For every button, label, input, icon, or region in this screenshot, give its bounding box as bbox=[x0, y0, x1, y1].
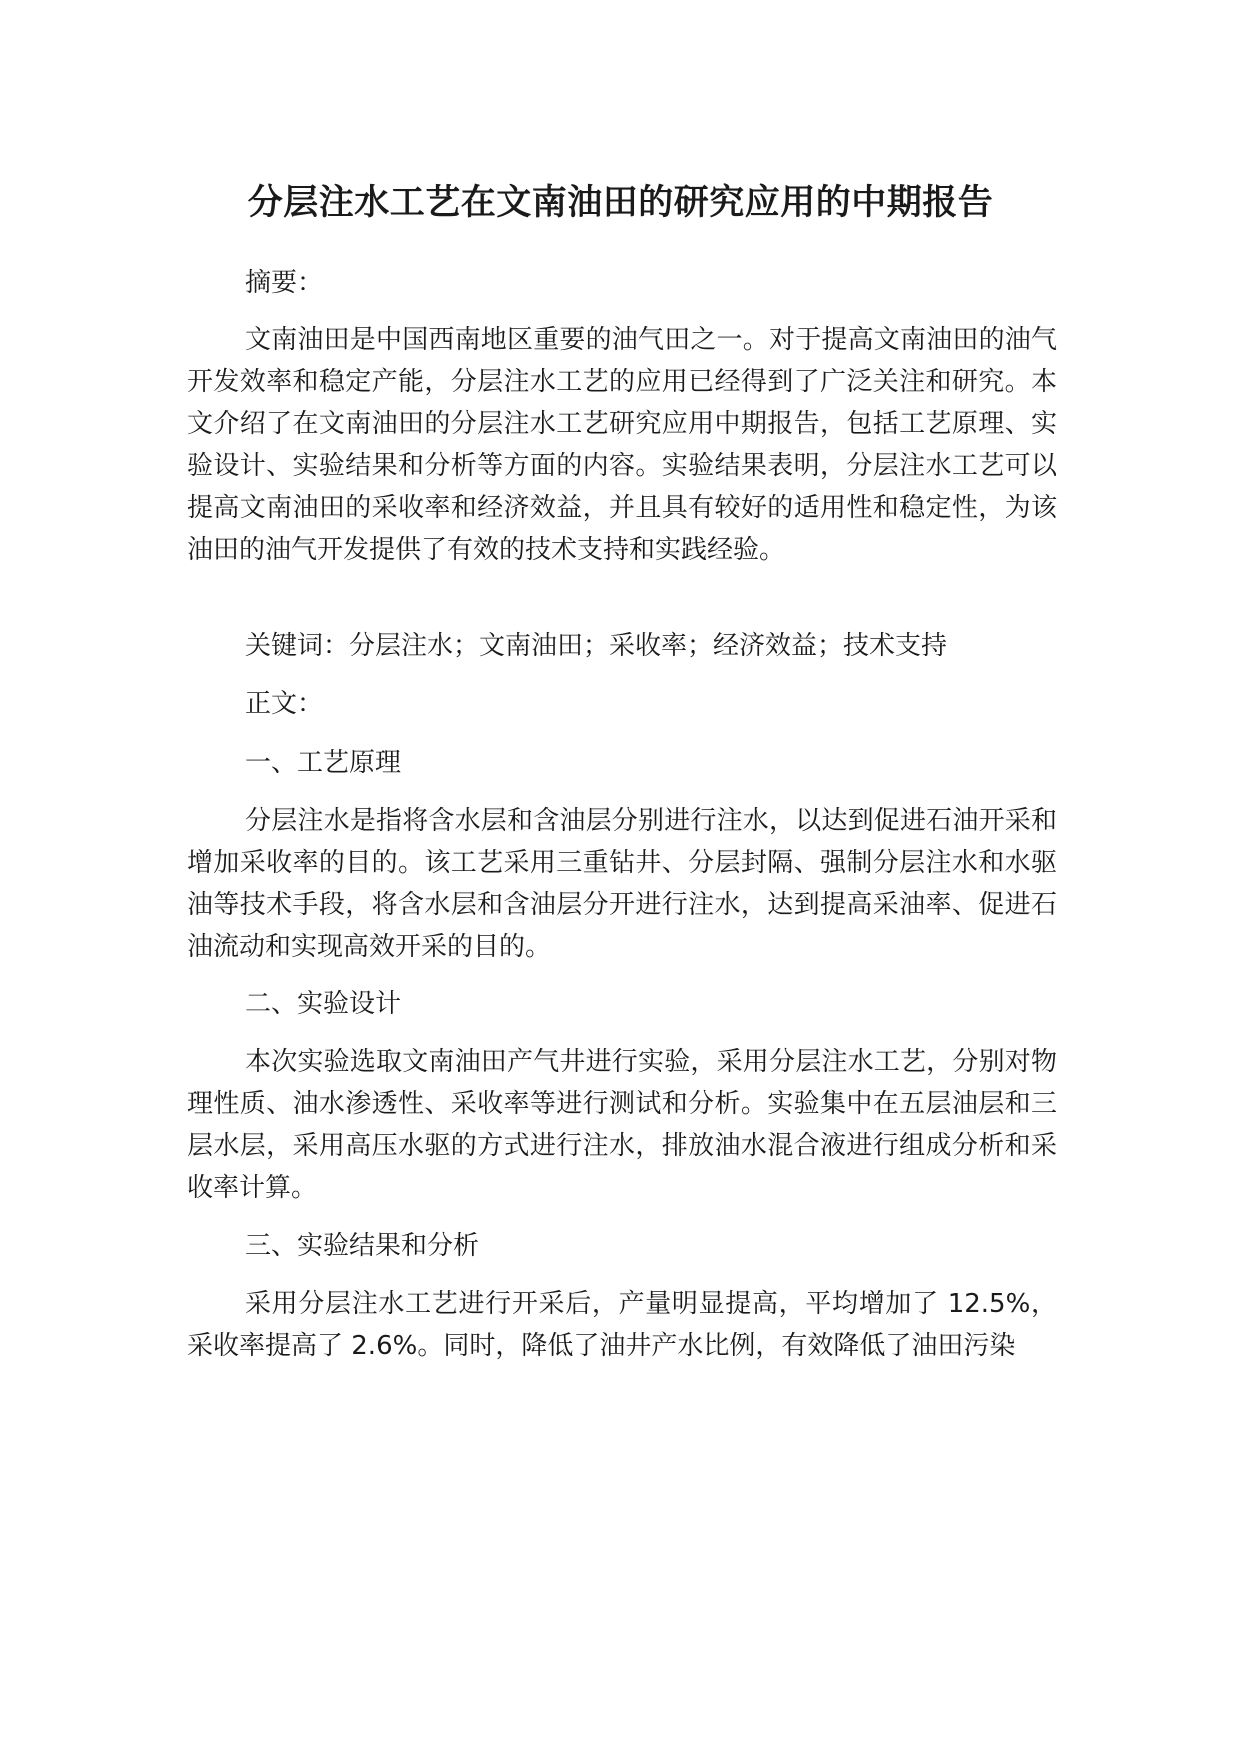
document-title: 分层注水工艺在文南油田的研究应用的中期报告 bbox=[247, 183, 994, 223]
abstract-label: 摘要： bbox=[245, 268, 324, 298]
section-heading-design: 二、实验设计 bbox=[245, 989, 402, 1019]
section-body-results: 采用分层注水工艺进行开采后，产量明显提高，平均增加了 12.5%，采收率提高了 2.6%。同时，降低了油井产水比例，有效降低了油田污染 bbox=[187, 1289, 1057, 1361]
section-body-principle: 分层注水是指将含水层和含油层分别进行注水，以达到促进石油开采和增加采收率的目的。该工艺采用三重钻井、分层封隔、强制分层注水和水驱油等技术手段，将含水层和含油层分开进行注水，达到提高采油率、促进石油流动和实现高效开采的目的。 bbox=[187, 806, 1057, 962]
section-body-design: 本次实验选取文南油田产气井进行实验，采用分层注水工艺，分别对物理性质、油水渗透性、采收率等进行测试和分析。实验集中在五层油层和三层水层，采用高压水驱的方式进行注水，排放油水混合液进行组成分析和采收率计算。 bbox=[187, 1047, 1057, 1203]
main-text-label: 正文： bbox=[245, 689, 324, 719]
section-heading-principle: 一、工艺原理 bbox=[245, 748, 402, 778]
abstract-paragraph: 文南油田是中国西南地区重要的油气田之一。对于提高文南油田的油气开发效率和稳定产能，分层注水工艺的应用已经得到了广泛关注和研究。本文介绍了在文南油田的分层注水工艺研究应用中期报告，包括工艺原理、实验设计、实验结果和分析等方面的内容。实验结果表明，分层注水工艺可以提高文南油田的采收率和经济效益，并且具有较好的适用性和稳定性，为该油田的油气开发提供了有效的技术支持和实践经验。 bbox=[187, 325, 1057, 565]
section-heading-results: 三、实验结果和分析 bbox=[245, 1231, 480, 1261]
keywords-line: 关键词：分层注水；文南油田；采收率；经济效益；技术支持 bbox=[245, 631, 948, 661]
